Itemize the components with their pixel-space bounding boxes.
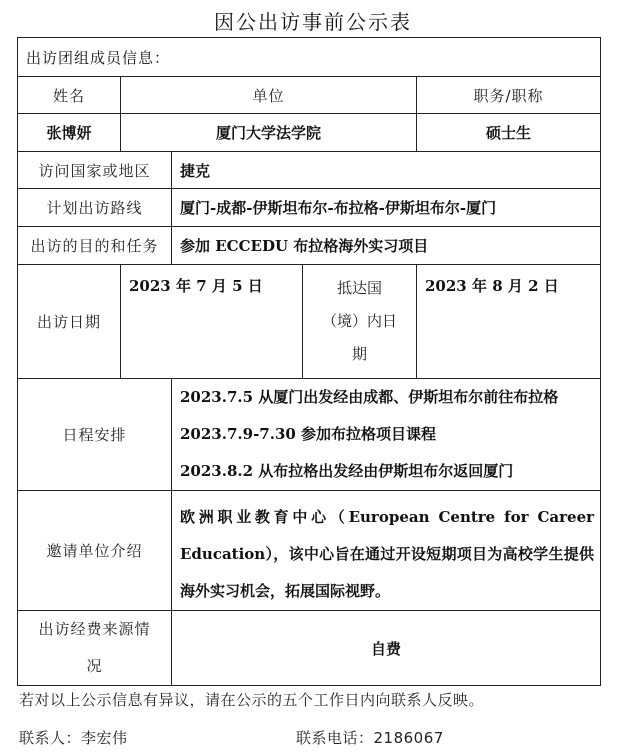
contact-person: 联系人：李宏伟	[19, 729, 128, 747]
funding-value: 自费	[172, 611, 601, 686]
inviter-label: 邀请单位介绍	[18, 491, 172, 611]
destination-value: 捷克	[172, 152, 601, 189]
funding-label	[18, 611, 172, 686]
members-header-row	[18, 38, 601, 77]
arrival-label-line: （境）内日	[321, 312, 397, 330]
disclosure-form-table	[17, 37, 601, 686]
arrival-label-line: 抵达国	[336, 279, 382, 297]
destination-row	[18, 152, 601, 189]
funding-row	[18, 611, 601, 686]
destination-label: 访问国家或地区	[18, 152, 172, 189]
contact-phone: 联系电话：2186067	[296, 729, 444, 747]
schedule-row	[18, 379, 601, 491]
column-header-name: 姓名	[18, 77, 121, 114]
member-row	[18, 114, 601, 152]
depart-date: 2023 年 7 月 5 日	[121, 265, 303, 379]
schedule-line: 2023.7.9-7.30 参加布拉格项目课程	[180, 425, 437, 443]
inviter-row	[18, 491, 601, 611]
member-position: 硕士生	[417, 114, 601, 152]
schedule-content	[172, 379, 601, 491]
inviter-text: 欧洲职业教育中心（European Centre for Career Education），该中心旨在通过开设短期项目为高校学生提供海外实习机会，拓展国际视野。	[172, 491, 601, 611]
member-name: 张博妍	[18, 114, 121, 152]
route-value: 厦门-成都-伊斯坦布尔-布拉格-伊斯坦布尔-厦门	[172, 189, 601, 227]
funding-label-line: 况	[86, 657, 103, 675]
arrival-label-line: 期	[351, 345, 367, 363]
return-date: 2023 年 8 月 2 日	[417, 265, 601, 379]
dates-label: 出访日期	[18, 265, 121, 379]
column-header-position: 职务/职称	[417, 77, 601, 114]
objection-notice: 若对以上公示信息有异议，请在公示的五个工作日内向联系人反映。	[19, 691, 485, 709]
purpose-row	[18, 227, 601, 265]
funding-label-line: 出访经费来源情	[38, 620, 151, 638]
schedule-line: 2023.7.5 从厦门出发经由成都、伊斯坦布尔前往布拉格	[180, 388, 559, 406]
member-unit: 厦门大学法学院	[121, 114, 417, 152]
purpose-label: 出访的目的和任务	[18, 227, 172, 265]
column-header-row	[18, 77, 601, 114]
route-row	[18, 189, 601, 227]
dates-row	[18, 265, 601, 379]
route-label: 计划出访路线	[18, 189, 172, 227]
members-header: 出访团组成员信息：	[18, 38, 601, 77]
arrival-date-label	[303, 265, 417, 379]
purpose-value: 参加 ECCEDU 布拉格海外实习项目	[172, 227, 601, 265]
schedule-label: 日程安排	[18, 379, 172, 491]
column-header-unit: 单位	[121, 77, 417, 114]
page-title: 因公出访事前公示表	[214, 10, 412, 34]
schedule-line: 2023.8.2 从布拉格出发经由伊斯坦布尔返回厦门	[180, 462, 514, 480]
